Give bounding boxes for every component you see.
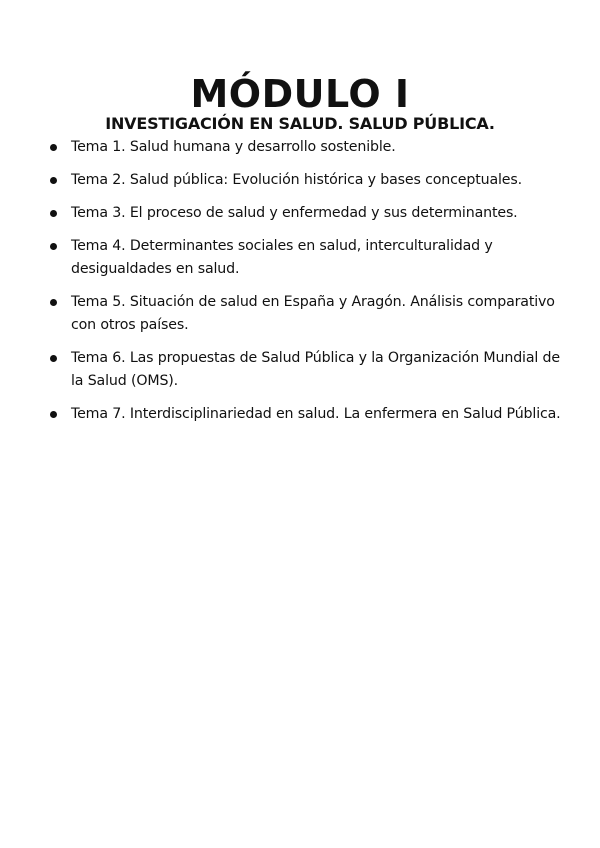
topic-text: Tema 2. Salud pública: Evolución histórica y bases conceptuales. <box>71 172 522 188</box>
topic-list <box>50 136 570 436</box>
topic-item <box>50 169 570 192</box>
topic-item <box>50 202 570 225</box>
bullet-icon <box>50 177 57 184</box>
topic-text: Tema 5. Situación de salud en España y Aragón. Análisis comparativo con otros países. <box>71 294 555 333</box>
topic-item <box>50 235 570 281</box>
module-subtitle: INVESTIGACIÓN EN SALUD. SALUD PÚBLICA. <box>105 114 495 134</box>
module-title: MÓDULO I <box>190 72 410 117</box>
topic-item <box>50 403 570 426</box>
bullet-icon <box>50 411 57 418</box>
topic-text: Tema 4. Determinantes sociales en salud, interculturalidad y desigualdades en salud. <box>71 238 493 277</box>
bullet-icon <box>50 144 57 151</box>
topic-text: Tema 3. El proceso de salud y enfermedad y sus determinantes. <box>71 205 518 221</box>
bullet-icon <box>50 299 57 306</box>
topic-item <box>50 136 570 159</box>
bullet-icon <box>50 355 57 362</box>
topic-item <box>50 347 570 393</box>
topic-text: Tema 7. Interdisciplinariedad en salud. La enfermera en Salud Pública. <box>71 406 561 422</box>
topic-item <box>50 291 570 337</box>
topic-text: Tema 1. Salud humana y desarrollo sostenible. <box>71 139 396 155</box>
bullet-icon <box>50 210 57 217</box>
bullet-icon <box>50 243 57 250</box>
topic-text: Tema 6. Las propuestas de Salud Pública y la Organización Mundial de la Salud (OMS). <box>71 350 560 389</box>
